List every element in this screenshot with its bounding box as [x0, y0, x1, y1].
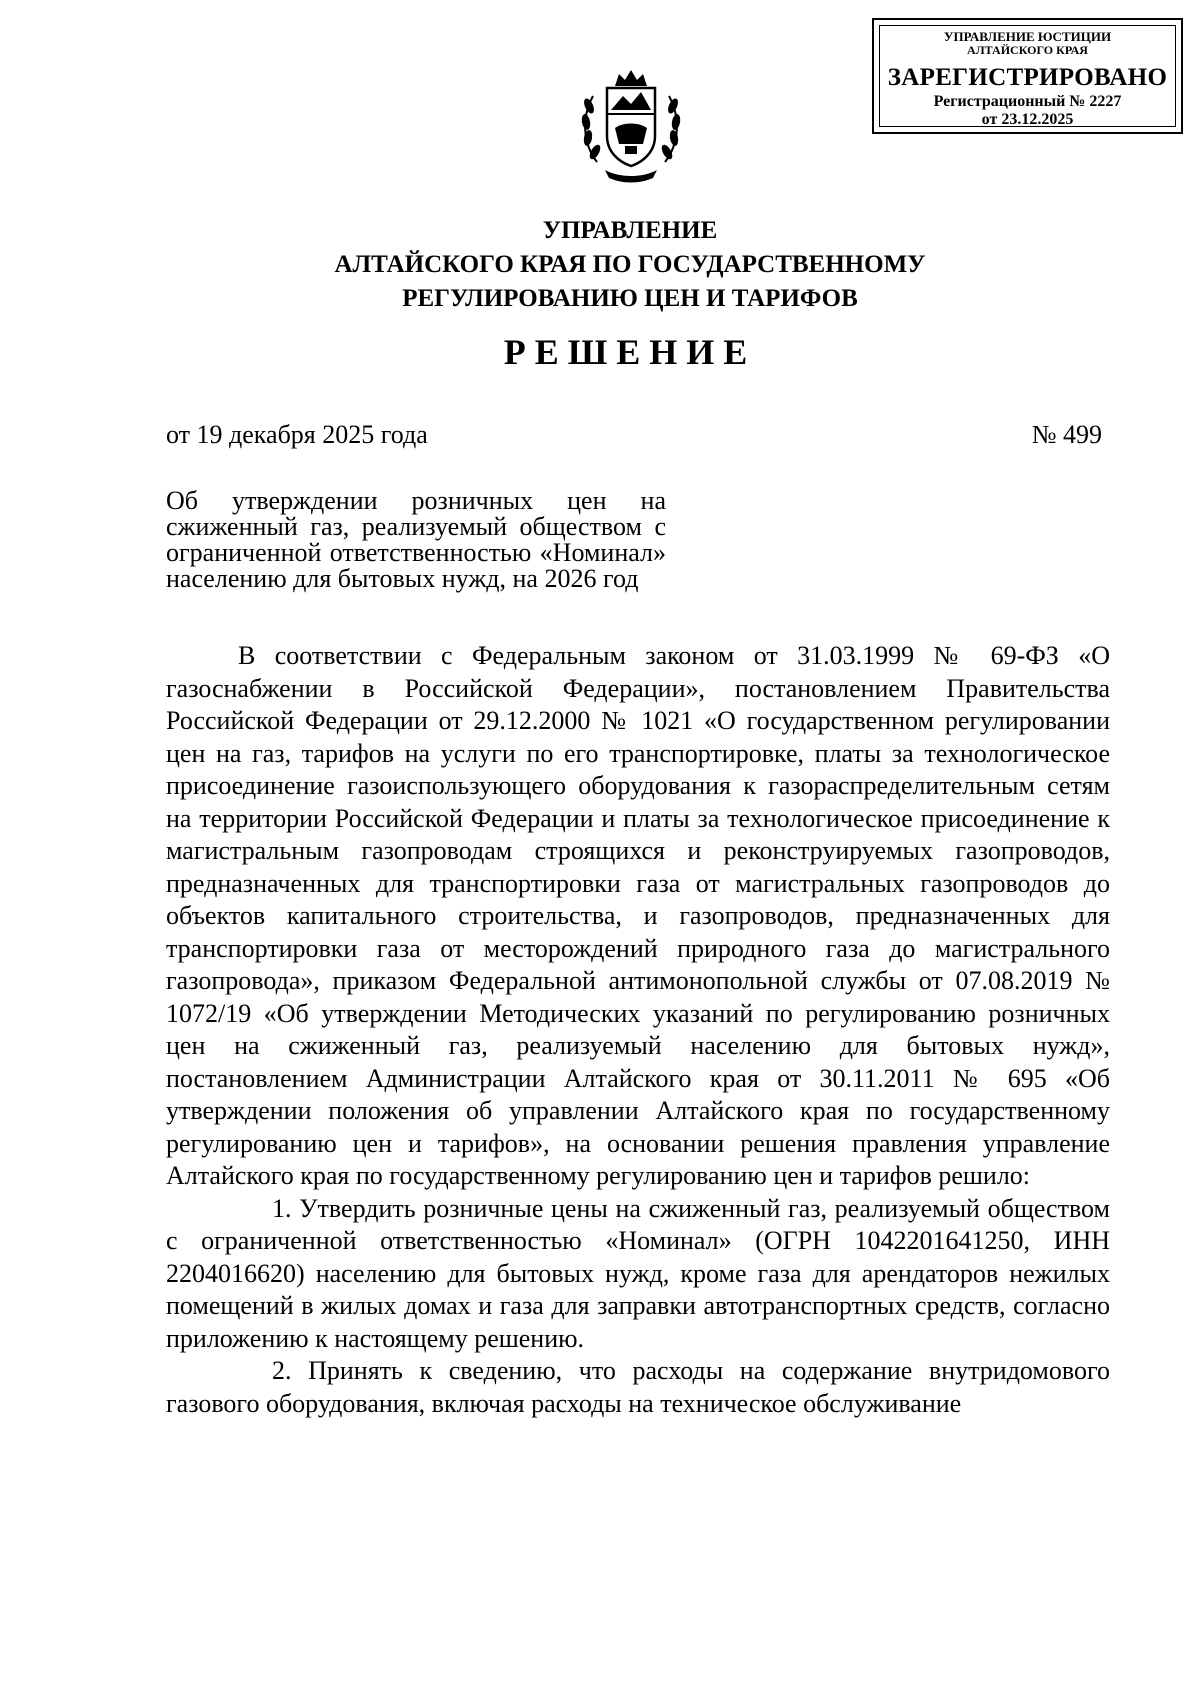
decision-body: [166, 640, 1110, 1420]
document-type-title: РЕШЕНИЕ: [503, 332, 757, 372]
registration-stamp: [872, 18, 1183, 134]
preamble-paragraph: В соответствии с Федеральным законом от 31.03.1999 № 69-ФЗ «О газоснабжении в Российской Федерации», постановлением Правительства Российской Федерации от 29.12.2000 № 1021 «О государственном регулировании цен на газ, тарифов на услуги по его транспортировке, платы за технологическое присоединение газоиспользующего оборудования к газораспределительным сетям на территории Российской Федерации и платы за технологическое присоединение к магистральным газопроводам строящихся и реконструируемых газопроводов, предназначенных для транспортировки газа от магистральных газопроводов до объектов капитального строительства, и газопроводов, предназначенных для транспортировки газа от месторождений природного газа до магистрального газопровода», приказом Федеральной антимонопольной службы от 07.08.2019 № 1072/19 «Об утверждении Методических указаний по регулированию розничных цен на сжиженный газ, реализуемый населению для бытовых нужд», постановлением Администрации Алтайского края от 30.11.2011 № 695 «Об утверждении положения об управлении Алтайского края по государственному регулированию цен и тарифов», на основании решения правления управление Алтайского края по государственному регулированию цен и тарифов решило:: [166, 641, 1110, 1190]
stamp-reg-date: от 23.12.2025: [981, 111, 1074, 128]
org-line-1: УПРАВЛЕНИЕ: [542, 217, 718, 244]
stamp-registered-label: ЗАРЕГИСТРИРОВАНО: [887, 64, 1168, 91]
stamp-inner-frame: [879, 25, 1176, 127]
stamp-reg-number: Регистрационный № 2227: [933, 93, 1122, 110]
org-line-2: АЛТАЙСКОГО КРАЯ ПО ГОСУДАРСТВЕННОМУ: [334, 251, 926, 278]
altai-krai-coat-of-arms-icon: [575, 66, 687, 184]
decision-subject: Об утверждении розничных цен на сжиженный газ, реализуемый обществом с ограниченной ответственностью «Номинал» населению для бытовых нужд, на 2026 год: [166, 486, 666, 593]
item-1-paragraph: 1. Утвердить розничные цены на сжиженный газ, реализуемый обществом с ограниченной ответственностью «Номинал» (ОГРН 1042201641250, ИНН 2204016620) населению для бытовых нужд, кроме газа для арендаторов нежилых помещений в жилых домах и газа для заправки автотранспортных средств, согласно приложению к настоящему решению.: [166, 1193, 1110, 1353]
stamp-authority: УПРАВЛЕНИЕ ЮСТИЦИИ: [943, 29, 1112, 44]
org-line-3: РЕГУЛИРОВАНИЮ ЦЕН И ТАРИФОВ: [402, 285, 858, 312]
decision-number: № 499: [1031, 420, 1102, 449]
decision-date: от 19 декабря 2025 года: [166, 420, 428, 449]
issuing-authority: [200, 214, 1060, 316]
item-2-paragraph: 2. Принять к сведению, что расходы на содержание внутридомового газового оборудования, включая расходы на техническое обслуживание: [166, 1356, 1110, 1418]
stamp-region: АЛТАЙСКОГО КРАЯ: [967, 43, 1088, 57]
